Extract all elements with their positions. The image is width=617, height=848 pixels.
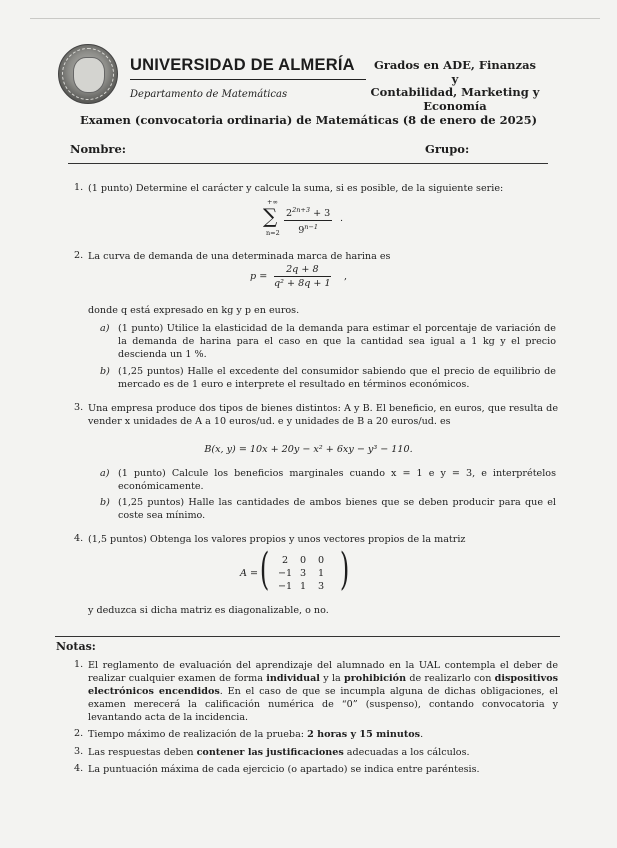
degree-line: Contabilidad, Marketing y [370,85,540,99]
sum-symbol: ∑ [263,204,278,228]
q1-fraction [284,204,332,237]
q3-b-label: b) [100,497,110,508]
q3-a-text: (1 punto) Calcule los beneficios marginales cuando x = 1 e y = 3, e interprételos económicamente. [118,468,556,492]
q1-den-base: 9 [298,225,305,237]
q4-matrix-block [240,544,360,598]
q2-number: 2. [74,250,84,261]
q2-text: La curva de demanda de una determinada marca de harina es [88,251,391,262]
matrix-right-paren: ) [339,544,350,595]
q1-series [256,198,366,240]
header-rule [68,163,548,164]
note1-part: y la [319,673,345,684]
note1-bold-dispositivos: dispositivos electrónicos encendidos [88,673,559,697]
q1-num-base: 2 [286,208,293,220]
q1-number: 1. [74,182,84,193]
note2-bold-time: 2 horas y 15 minutos [307,729,421,740]
note2-part: . [420,729,424,740]
matrix-cell: 0 [299,555,307,566]
note3-part: Las respuestas deben [88,747,197,758]
matrix-cell: 0 [317,555,325,566]
note2-number: 2. [74,728,84,739]
q2-end: , [344,271,348,282]
degree-line: Grados en ADE, Finanzas y [373,58,537,86]
note4-text: La puntuación máxima de cada ejercicio (o apartado) se indica entre paréntesis. [88,764,480,775]
degree-line: Economía [423,98,487,113]
note1-bold-individual: individual [266,673,320,684]
matrix-cell: 3 [317,581,325,592]
q2-lhs: p = [250,271,268,282]
q3-a-label: a) [100,468,110,479]
q4-after: y deduzca si dicha matriz es diagonalizable, o no. [88,605,329,616]
notes-rule [55,636,560,637]
matrix-cell: 2 [281,555,289,566]
q3-text: Una empresa produce dos tipos de bienes distintos: A y B. El beneficio, en euros, que resulta de vender x unidades de A a 10 euros/ud. e y unidades de B a 20 euros/ud. es [88,403,558,427]
notes-title: Notas: [56,640,96,653]
header-divider [130,79,366,80]
q1-text: (1 punto) Determine el carácter y calcule la suma, si es posible, de la siguiente serie: [88,183,504,194]
q2-formula [250,262,380,292]
note3-text [88,746,558,759]
matrix-cell: 1 [317,568,325,579]
university-seal-icon [58,44,118,104]
note3-part: adecuadas a los cálculos. [343,747,470,758]
q3-b-text: (1,25 puntos) Halle las cantidades de ambos bienes que se deben producir para que el coste sea mínimo. [118,497,556,521]
name-label: Nombre: [70,142,127,156]
q2-a-text: (1 punto) Utilice la elasticidad de la demanda para estimar el porcentaje de variación de la demanda de harina para el caso en que la cantidad sea igual a 1 kg y el precio descienda un 1 %. [118,323,556,360]
sum-lower: n=2 [266,229,280,237]
group-label: Grupo: [425,142,470,156]
note1-part: . En el caso de que se incumpla alguna de dichas obligaciones, el examen merecerá la calificación numérica de “0” (suspenso), contando convocatoria y levantando acta de la incidencia. [88,686,558,723]
university-name: UNIVERSIDAD DE ALMERÍA [130,56,355,74]
note4-number: 4. [74,763,84,774]
exam-title: Examen (convocatoria ordinaria) de Matemáticas (8 de enero de 2025) [79,113,538,127]
matrix-cell: 3 [299,568,307,579]
q3-number: 3. [74,402,84,413]
q2-fraction [274,263,331,290]
matrix-left-paren: ( [259,544,270,595]
matrix-cell: 1 [299,581,307,592]
matrix-cell: −1 [278,581,293,592]
department-name: Departamento de Matemáticas [130,89,288,100]
q1-num-exp: 2n+3 [292,206,311,214]
q4-lhs: A = [240,568,259,579]
q4-number: 4. [74,533,84,544]
q2-denominator: q² + 8q + 1 [274,278,331,289]
top-border [30,18,600,19]
q1-num-rest: + 3 [310,208,331,220]
q1-end: . [340,213,344,224]
note1-number: 1. [74,659,84,670]
note1-part: El reglamento de evaluación del aprendizaje del alumnado en la UAL contempla el deber de realizar cualquier examen de forma [88,660,558,684]
note3-bold-justificaciones: contener las justificaciones [196,747,344,758]
q4-text: (1,5 puntos) Obtenga los valores propios y unos vectores propios de la matriz [88,534,466,545]
q3-formula: B(x, y) = 10x + 20y − x² + 6xy − y³ − 110. [204,444,413,455]
note3-number: 3. [74,746,84,757]
q2-a-label: a) [100,323,110,334]
note1-text [88,659,558,724]
q1-den-exp: n−1 [304,223,319,232]
matrix-cell: −1 [278,568,293,579]
note2-part: Tiempo máximo de realización de la prueba: [88,729,308,740]
q2-after: donde q está expresado en kg y p en euros. [88,305,300,316]
note2-text [88,728,558,741]
note1-bold-prohibicion: prohibición [344,673,407,684]
q2-b-label: b) [100,366,110,377]
sum-upper: +∞ [267,198,278,206]
degree-block [370,59,540,113]
note1-part: de realizarlo con [406,673,495,684]
q2-b-text: (1,25 puntos) Halle el excedente del consumidor sabiendo que el precio de equilibrio de mercado es de 1 euro e interprete el resultado en términos económicos. [118,366,556,390]
q2-numerator: 2q + 8 [274,263,331,277]
